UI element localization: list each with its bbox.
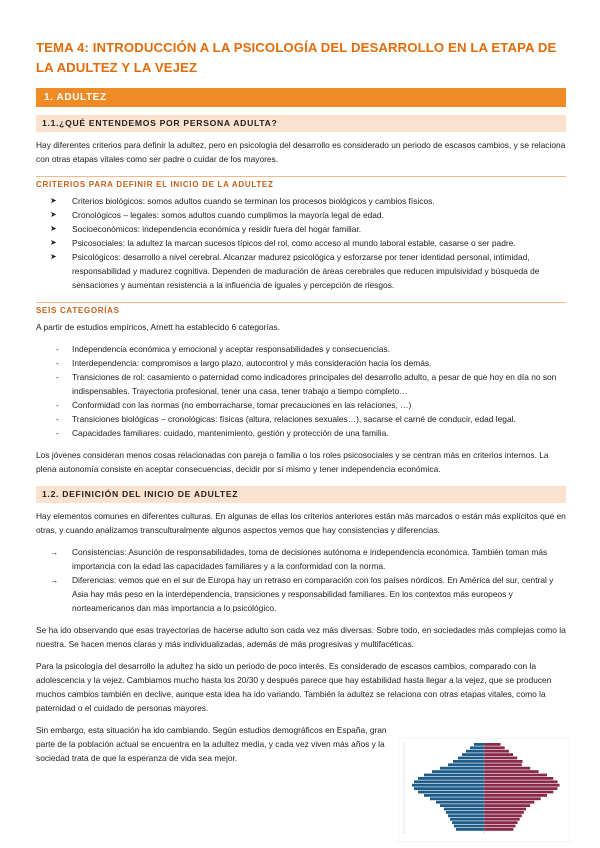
pyramid-bar — [436, 801, 484, 804]
list-item: ➤ Cronológicos – legales: somos adultos cuando cumplimos la mayoría legal de edad. — [50, 210, 384, 220]
list-item: ➤ Socioeconómicos: independencia económica y residir fuera del hogar familiar. — [50, 224, 362, 234]
pyramid-bar — [484, 818, 520, 821]
pyramid-bar — [440, 804, 484, 807]
pyramid-bar — [484, 753, 513, 756]
pyramid-bar — [414, 787, 484, 790]
dash-bullet-icon: - — [56, 428, 59, 438]
pyramid-bar — [444, 808, 484, 811]
pyramid-bar — [484, 763, 522, 766]
pyramid-bar — [484, 774, 547, 777]
pyramid-bar — [484, 791, 553, 794]
subsection-heading-1-1: 1.1.¿QUÉ ENTENDEMOS POR PERSONA ADULTA? — [36, 115, 566, 132]
pyramid-bar — [453, 760, 484, 763]
pyramid-bar — [432, 770, 484, 773]
dash-bullet-icon: - — [56, 358, 59, 368]
pyramid-bar — [484, 770, 539, 773]
pyramid-bar — [484, 757, 517, 760]
arrow-bullet-icon: ➤ — [50, 196, 57, 205]
pyramid-bar — [484, 760, 523, 763]
dash-bullet-icon: - — [56, 400, 59, 410]
page-title: TEMA 4: INTRODUCCIÓN A LA PSICOLOGÍA DEL DESARROLLO EN LA ETAPA DE LA ADULTEZ Y LA VEJEZ — [36, 40, 557, 75]
pyramid-bar — [424, 794, 484, 797]
arrow-bullet-icon: ➤ — [50, 238, 57, 247]
pyramid-bar — [484, 777, 553, 780]
list-item: ➤ Criterios biológicos: somos adultos cuando se terminan los procesos biológicos y cambios físicos. — [50, 196, 435, 206]
pyramid-bar — [474, 743, 484, 746]
pyramid-bar — [484, 743, 501, 746]
pyramid-bar — [484, 821, 518, 824]
list-item: - Interdependencia: compromisos a largo plazo, autocontrol y más consideración hacia los demás. — [56, 358, 432, 368]
pyramid-bar — [430, 797, 484, 800]
pyramid-bar — [484, 808, 526, 811]
pyramid-bar — [484, 767, 530, 770]
dash-bullet-icon: - — [56, 372, 59, 382]
criteria-list — [36, 194, 566, 292]
pyramid-bar — [458, 757, 484, 760]
dash-bullet-icon: - — [56, 414, 59, 424]
pyramid-bar — [484, 825, 516, 828]
list-item: ➤ Psicológicos: desarrollo a nivel cerebral. Alcanzar madurez psicológica y esforzarse por tener identidad personal, intimidad, responsabilidad y madurez cognitiva. Dependen de maduración de áreas cerebrales que reducen impulsividad y búsqueda de sensaciones y aumentan resistencia a la influencia de iguales y percepción de riesgos. — [50, 252, 540, 290]
list-item: - Transiciones de rol: casamiento o paternidad como indicadores principales del desarrollo adulto, a pesar de que hoy en día no son indispensables. Trayectoria profesional, tener una casa, tener trabajo a tiempo completo… — [56, 372, 557, 396]
pyramid-bar — [484, 797, 541, 800]
pyramid-bar — [454, 825, 484, 828]
six-categories-heading: SEIS CATEGORÍAS — [36, 302, 566, 315]
pyramid-bar — [484, 794, 547, 797]
pyramid-bar — [470, 746, 484, 749]
pyramid-bar — [440, 767, 484, 770]
pyramid-bar — [484, 780, 558, 783]
arrow-bullet-icon: ➤ — [50, 224, 57, 233]
pyramid-bar — [484, 750, 509, 753]
pyramid-bar — [412, 784, 484, 787]
intro-paragraph: Hay diferentes criterios para definir la adultez, pero en psicología del desarrollo es considerado un periodo de escasos cambios, y se relaciona con otras etapas vitales como ser padre o cuidar de los mayores. — [36, 140, 566, 164]
consistencies-differences-list — [36, 545, 566, 615]
pyramid-bar — [484, 787, 558, 790]
pyramid-bar — [418, 791, 484, 794]
demographics-paragraph: Sin embargo, esta situación ha ido cambiando. Según estudios demográficos en España, gran parte de la población actual se encuentra en la adultez media, y cada vez viven más años y la sociedad trata de que la esperanza de vida sea mejor. — [36, 725, 387, 763]
dash-bullet-icon: - — [56, 344, 59, 354]
closing-paragraph: Los jóvenes consideran menos cosas relacionadas con pareja o familia o los roles psicosociales y se centran más en criterios internos. La plena autonomía consiste en aceptar consecuencias, decidir por sí mismo y tener independencia económica. — [36, 450, 549, 474]
pyramid-bar — [446, 811, 484, 814]
pyramid-bar — [484, 746, 505, 749]
pyramid-bar — [484, 811, 524, 814]
development-psychology-paragraph: Para la psicología del desarrollo la adultez ha sido un periodo de poco interés. Es considerado de escasos cambios, comparado con la adolescencia y la vejez. Cambiamos mucho hasta los 20/30 y después parece que hay estabilidad hasta llegar a la vejez, que se producen muchos cambios también en declive, aunque esta idea ha ido variando. También la adultez se relaciona con otras etapas vitales, como la paternidad o el cuidado de personas mayores. — [36, 661, 552, 713]
pyramid-bar — [424, 774, 484, 777]
pyramid-bar — [466, 750, 484, 753]
pyramid-bar — [462, 753, 484, 756]
pyramid-bar — [450, 818, 484, 821]
categories-list — [36, 342, 566, 440]
pyramid-bar — [448, 763, 484, 766]
arrow-bullet-icon: ➤ — [50, 252, 57, 261]
criteria-heading: CRITERIOS PARA DEFINIR EL INICIO DE LA ADULTEZ — [36, 176, 566, 189]
list-item: - Transiciones biológicas – cronológicas: físicas (altura, relaciones sexuales…), sacarse el carné de conducir, edad legal. — [56, 414, 516, 424]
pyramid-bar — [452, 821, 484, 824]
list-item: → Consistencias: Asunción de responsabilidades, toma de decisiones autónoma e independencia económica. También toman más importancia con la edad las capacidades familiares y a la conformidad con la norma. — [50, 547, 548, 571]
pyramid-bar — [418, 777, 484, 780]
definition-intro-paragraph: Hay elementos comunes en diferentes culturas. En algunas de ellas los criterios anteriores están más marcados o están más explícitos que en otras, y cuando analizamos transculturalmente algunos aspectos vemos que hay consistencias y diferencias. — [36, 511, 566, 535]
pyramid-bar — [484, 801, 534, 804]
subsection-heading-1-2: 1.2. DEFINICIÓN DEL INICIO DE ADULTEZ — [36, 486, 566, 503]
pyramid-bar — [484, 814, 522, 817]
pyramid-bar — [484, 784, 560, 787]
pyramid-bar — [448, 814, 484, 817]
pyramid-bar — [414, 780, 484, 783]
arrow-right-icon: → — [50, 547, 59, 557]
list-item: ➤ Psicosociales: la adultez la marcan sucesos típicos del rol, como acceso al mundo laboral estable, casarse o ser padre. — [50, 238, 516, 248]
document-page — [36, 0, 566, 765]
arrow-right-icon: → — [50, 575, 59, 585]
pyramid-bar — [484, 804, 530, 807]
list-item: → Diferencias: vemos que en el sur de Europa hay un retraso en comparación con los países nórdicos. En América del sur, central y Asia hay más peso en la interdependencia, transiciones y responsabilidad familiares. En los contextos más europeos y norteamericanos dan más importancia a lo psicológico. — [50, 575, 554, 613]
arrow-bullet-icon: ➤ — [50, 210, 57, 219]
list-item: - Independencia económica y emocional y aceptar responsabilidades y consecuencias. — [56, 344, 390, 354]
list-item: - Conformidad con las normas (no emborracharse, tomar precauciones en las relaciones, …) — [56, 400, 412, 410]
six-categories-intro: A partir de estudios empíricos, Arnett ha establecido 6 categorías. — [36, 322, 280, 332]
pyramid-bar — [456, 828, 484, 831]
section-heading-adultez: 1. ADULTEZ — [36, 88, 566, 107]
pyramid-bar — [484, 828, 513, 831]
trajectories-paragraph: Se ha ido observando que esas trayectorias de hacerse adulto son cada vez más diversas. Sobre todo, en sociedades más complejas como la nuestra. Se hacen menos claras y más individualizadas, además de más progresivas y multifacéticas. — [36, 625, 566, 649]
population-pyramid-image — [398, 738, 570, 842]
list-item: - Capacidades familiares: cuidado, mantenimiento, gestión y protección de una familia. — [56, 428, 389, 438]
